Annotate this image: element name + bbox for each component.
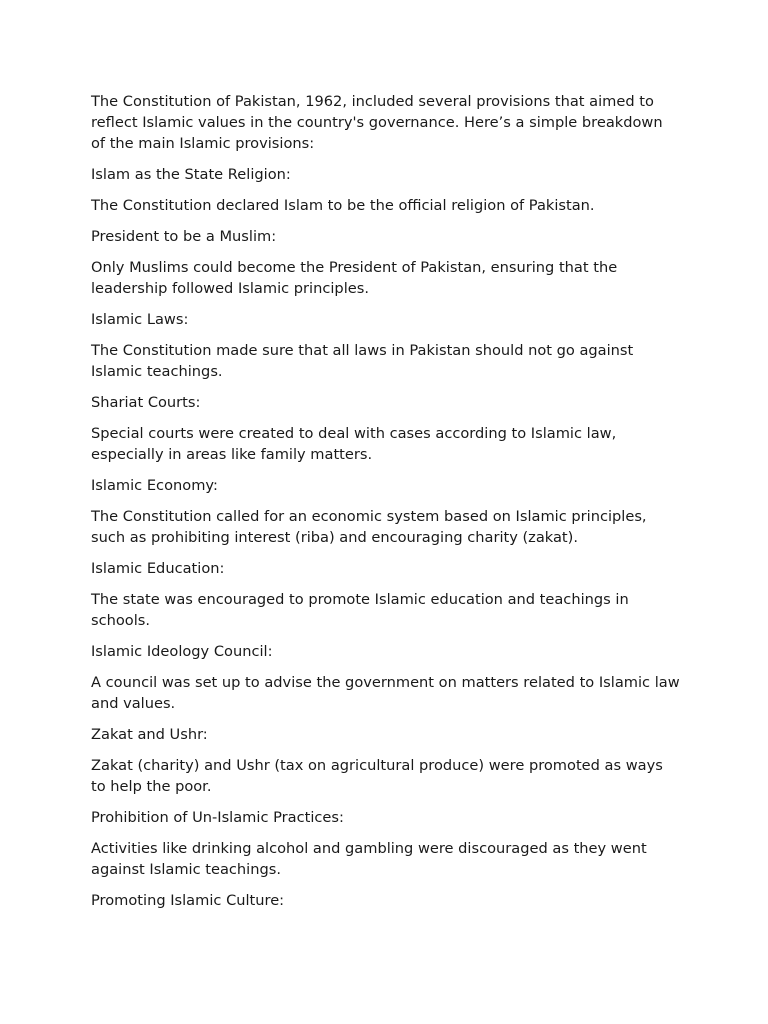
heading-islamic-laws: Islamic Laws:: [91, 311, 189, 328]
heading-prohibition: Prohibition of Un-Islamic Practices:: [91, 809, 344, 826]
paragraph-ideology-council: A council was set up to advise the government on matters related to Islamic law and values.: [91, 674, 680, 712]
heading-ideology-council: Islamic Ideology Council:: [91, 643, 273, 660]
intro-paragraph: The Constitution of Pakistan, 1962, included several provisions that aimed to reflect Islamic values in the country's governance. Here’s a simple breakdown of the main Islamic provisions:: [91, 93, 663, 152]
heading-zakat-ushr: Zakat and Ushr:: [91, 726, 208, 743]
paragraph-shariat-courts: Special courts were created to deal with cases according to Islamic law, especially in areas like family matters.: [91, 425, 617, 463]
paragraph-zakat-ushr: Zakat (charity) and Ushr (tax on agricultural produce) were promoted as ways to help the poor.: [91, 757, 663, 795]
paragraph-islamic-economy: The Constitution called for an economic system based on Islamic principles, such as prohibiting interest (riba) and encouraging charity (zakat).: [91, 508, 647, 546]
paragraph-islamic-education: The state was encouraged to promote Islamic education and teachings in schools.: [91, 591, 629, 629]
paragraph-president-muslim: Only Muslims could become the President of Pakistan, ensuring that the leadership followed Islamic principles.: [91, 259, 618, 297]
document-body: [91, 91, 681, 921]
heading-president-muslim: President to be a Muslim:: [91, 228, 277, 245]
heading-islamic-economy: Islamic Economy:: [91, 477, 218, 494]
heading-islamic-culture: Promoting Islamic Culture:: [91, 892, 285, 909]
paragraph-state-religion: The Constitution declared Islam to be the official religion of Pakistan.: [91, 197, 595, 214]
paragraph-prohibition: Activities like drinking alcohol and gambling were discouraged as they went against Islamic teachings.: [91, 840, 647, 878]
heading-shariat-courts: Shariat Courts:: [91, 394, 201, 411]
heading-state-religion: Islam as the State Religion:: [91, 166, 291, 183]
heading-islamic-education: Islamic Education:: [91, 560, 225, 577]
paragraph-islamic-laws: The Constitution made sure that all laws in Pakistan should not go against Islamic teachings.: [91, 342, 634, 380]
